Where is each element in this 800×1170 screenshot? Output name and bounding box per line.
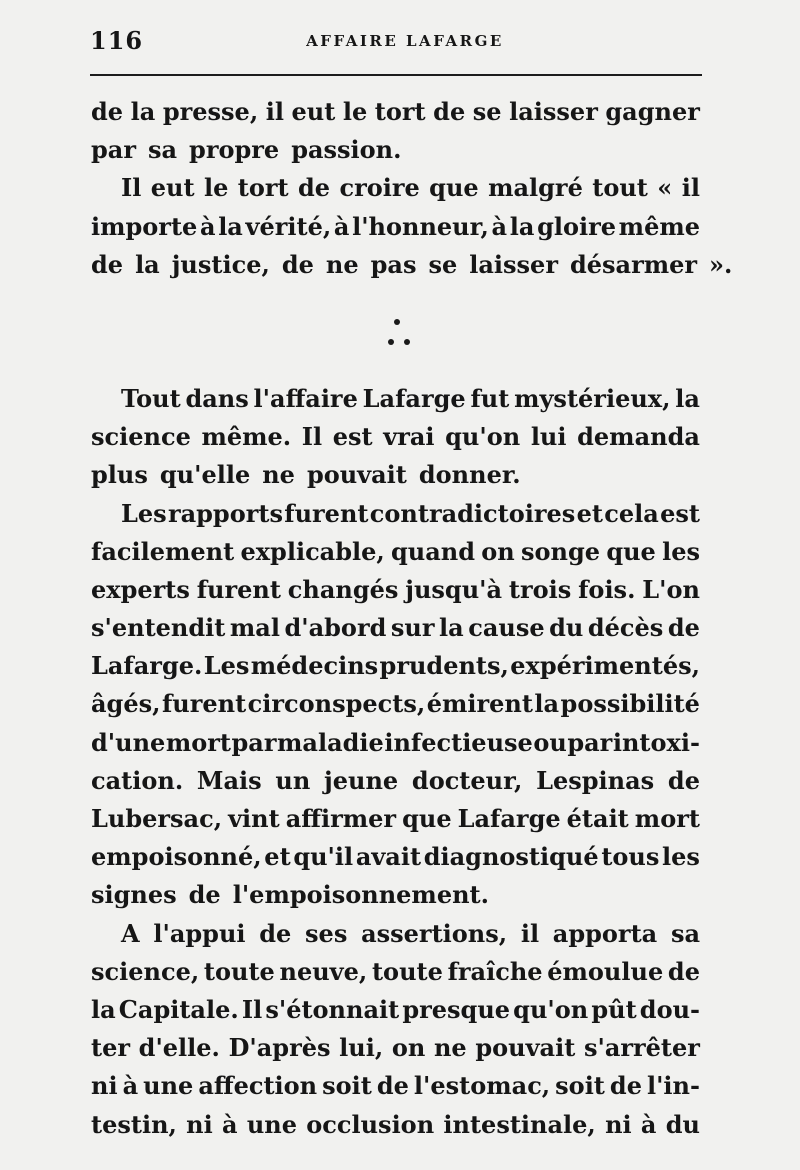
paragraph xyxy=(91,495,700,915)
text-line: plus qu'elle ne pouvait donner. xyxy=(91,460,521,490)
text-line: âgés, furent circonspects, émirent la possibilité xyxy=(91,689,700,719)
section-separator xyxy=(91,284,700,380)
text-line: testin, ni à une occlusion intestinale, ni à du xyxy=(91,1109,700,1139)
text-block-before-separator xyxy=(91,93,733,284)
paragraph xyxy=(91,169,733,284)
separator-dot-top xyxy=(394,319,400,325)
text-line: experts furent changés jusqu'à trois fois. L'on xyxy=(91,574,700,604)
text-line: de la justice, de ne pas se laisser désarmer ». xyxy=(91,249,733,279)
text-line: Tout dans l'affaire Lafarge fut mystérieux, la xyxy=(121,383,700,413)
paragraph xyxy=(91,93,700,169)
text-line: ni à une affection soit de l'estomac, soit de l'in- xyxy=(91,1071,700,1101)
text-line: science même. Il est vrai qu'on lui demanda xyxy=(91,422,700,452)
text-line: importe à la vérité, à l'honneur, à la gloire même xyxy=(91,211,700,241)
page-number: 116 xyxy=(90,26,144,55)
header-rule xyxy=(90,74,702,76)
text-line: signes de l'empoisonnement. xyxy=(91,880,489,910)
paragraph xyxy=(91,380,700,495)
text-line: Lubersac, vint affirmer que Lafarge était mort xyxy=(91,804,700,833)
text-line: s'entendit mal d'abord sur la cause du décès de xyxy=(91,613,700,643)
text-line: empoisonné, et qu'il avait diagnostiqué tous les xyxy=(91,842,700,872)
text-line: A l'appui de ses assertions, il apporta sa xyxy=(121,918,700,948)
text-line: de la presse, il eut le tort de se laisser gagner xyxy=(91,97,700,126)
text-line: ter d'elle. D'après lui, on ne pouvait s'arrêter xyxy=(91,1033,700,1063)
text-line: la Capitale. Il s'étonnait presque qu'on pût dou- xyxy=(91,994,700,1024)
text-line: d'une mort par maladie infectieuse ou par intoxi- xyxy=(91,727,700,757)
text-line: facilement explicable, quand on songe que les xyxy=(91,536,700,566)
text-line: par sa propre passion. xyxy=(91,135,402,165)
separator-dot-left xyxy=(388,339,394,345)
running-title: AFFAIRE LAFARGE xyxy=(306,32,504,50)
separator-dot-right xyxy=(404,339,410,345)
text-line: science, toute neuve, toute fraîche émoulue de xyxy=(91,956,700,986)
paragraph xyxy=(91,915,700,1144)
text-line: Il eut le tort de croire que malgré tout « il xyxy=(121,173,700,203)
text-line: cation. Mais un jeune docteur, Lespinas de xyxy=(91,765,700,795)
text-line: Les rapports furent contradictoires et cela est xyxy=(121,498,700,528)
text-line: Lafarge. Les médecins prudents, expérimentés, xyxy=(91,651,700,681)
text-block-after-separator xyxy=(91,380,700,1144)
page-body xyxy=(91,93,733,1144)
